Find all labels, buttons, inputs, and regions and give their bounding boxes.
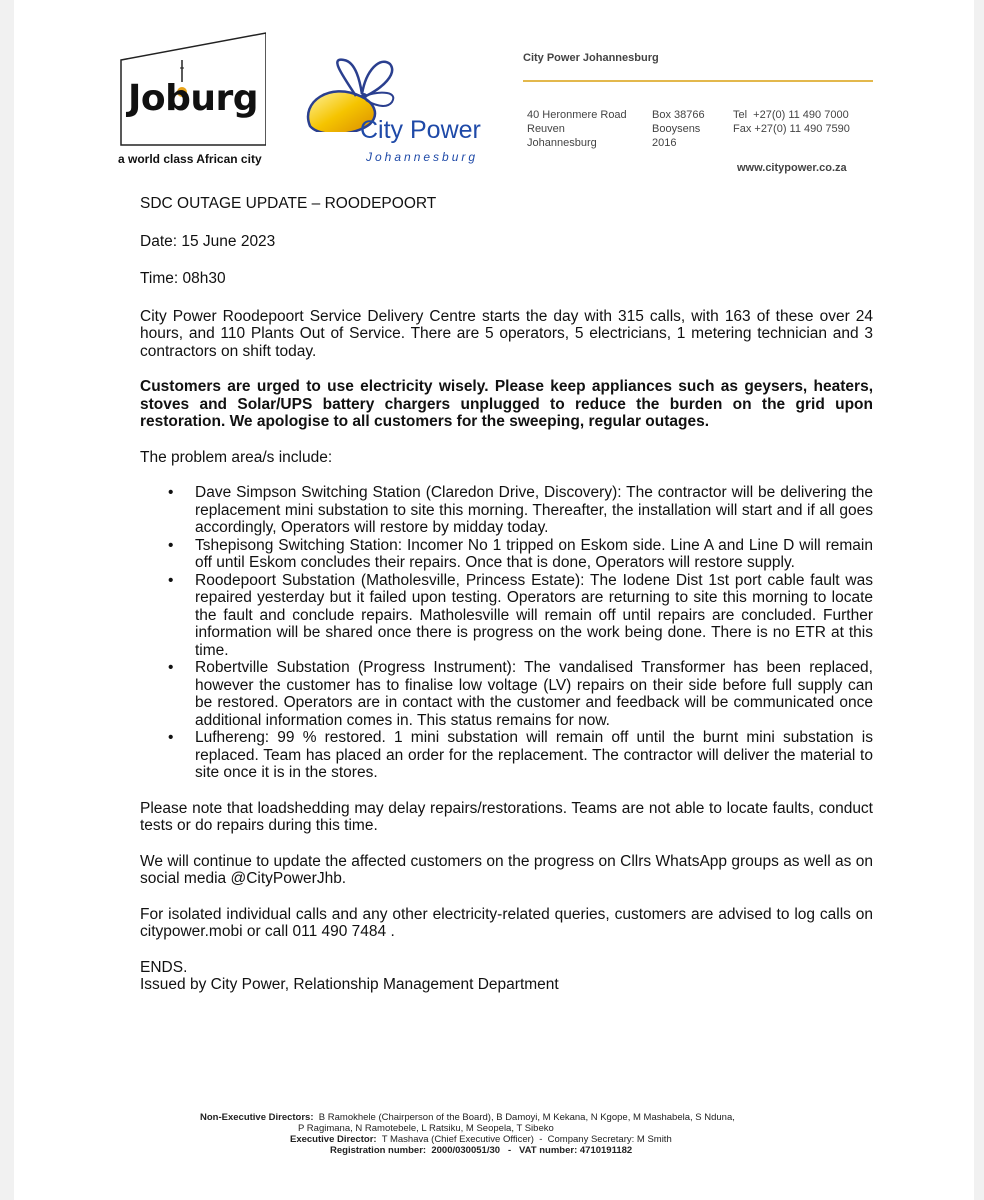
header-divider	[523, 80, 873, 82]
address-phone	[733, 108, 850, 136]
footer-ned-label: Non-Executive Directors:	[200, 1112, 314, 1123]
page-edge-left	[0, 0, 14, 1200]
joburg-logo	[120, 32, 270, 172]
ends-label: ENDS.	[140, 958, 188, 976]
address-line: 2016	[652, 137, 677, 149]
footer-executive	[200, 1134, 800, 1145]
document-title: SDC OUTAGE UPDATE – ROODEPOORT	[140, 195, 437, 212]
problem-text: Lufhereng: 99 % restored. 1 mini substation will remain off until the burnt mini substation is replaced. Team has placed an order for the replacement. The contractor will deliver the material to site once it is in the stores.	[195, 729, 873, 781]
address-line: Reuven	[527, 123, 565, 135]
problem-text: Robertville Substation (Progress Instrument): The vandalised Transformer has been replaced, however the customer has to finalise low voltage (LV) repairs on their side before full supply can be restored. Operators are in contact with the customer and feedback will be communicated once additional information comes in. This status remains for now.	[195, 659, 873, 729]
problem-text: Dave Simpson Switching Station (Claredon Drive, Discovery): The contractor will be delivering the replacement mini substation to site this morning. Thereafter, the installation will start and if all goes accordingly, Operators will restore by midday today.	[195, 484, 873, 536]
list-item	[140, 537, 873, 572]
footer-ned-line2: P Ragimana, N Ramotebele, L Ratsiku, M Seopela, T Sibeko	[298, 1123, 554, 1134]
page-edge-right	[974, 0, 984, 1200]
warning-paragraph: Customers are urged to use electricity wisely. Please keep appliances such as geysers, heaters, stoves and Solar/UPS battery chargers unplugged to reduce the burden on the grid upon restoration. We apologise to all customers for the sweeping, regular outages.	[140, 378, 873, 430]
footer-exec-label: Executive Director:	[290, 1134, 377, 1145]
loadshedding-note: Please note that loadshedding may delay repairs/restorations. Teams are not able to locate faults, conduct tests or do repairs during this time.	[140, 799, 873, 834]
problem-intro: The problem area/s include:	[140, 448, 333, 466]
bullet-icon: •	[168, 729, 174, 746]
address-line: Box 38766	[652, 109, 705, 121]
citypower-logo-city: Johannesburg	[366, 150, 479, 164]
list-item	[140, 572, 873, 660]
footer-exec-text: T Mashava (Chief Executive Officer) - Company Secretary: M Smith	[381, 1134, 672, 1145]
issued-by: Issued by City Power, Relationship Management Department	[140, 976, 559, 993]
bullet-icon: •	[168, 571, 174, 589]
citypower-logo	[300, 52, 510, 172]
address-line: Johannesburg	[527, 137, 597, 149]
company-name: City Power Johannesburg	[523, 52, 659, 64]
document-footer	[200, 1112, 800, 1156]
citypower-logo-name: City Power	[360, 116, 481, 144]
problem-list	[140, 484, 873, 782]
list-item	[140, 729, 873, 782]
intro-paragraph: City Power Roodepoort Service Delivery Centre starts the day with 315 calls, with 163 of these over 24 hours, and 110 Plants Out of Service. There are 5 operators, 5 electricians, 1 metering technician and 3 contractors on shift today.	[140, 307, 873, 360]
document-body	[140, 195, 873, 994]
footer-directors	[200, 1112, 800, 1123]
document-date: Date: 15 June 2023	[140, 232, 276, 250]
joburg-tagline: a world class African city	[118, 152, 262, 166]
phone-line: Tel +27(0) 11 490 7000	[733, 109, 849, 121]
footer-ned-line1: B Ramokhele (Chairperson of the Board), B Damoyi, M Kekana, N Kgope, M Mashabela, S Nduna,	[318, 1112, 735, 1123]
calls-note: For isolated individual calls and any other electricity-related queries, customers are advised to log calls on citypower.mobi or call 011 490 7484 .	[140, 905, 873, 940]
bullet-icon: •	[168, 536, 174, 554]
website-link[interactable]: www.citypower.co.za	[737, 162, 847, 174]
problem-text: Tshepisong Switching Station: Incomer No 1 tripped on Eskom side. Line A and Line D will remain off until Eskom concludes their repairs. Once that is done, Operators will restore supply.	[195, 536, 873, 571]
address-street	[527, 108, 627, 150]
footer-registration: Registration number: 2000/030051/30 - VAT number: 4710191182	[330, 1145, 633, 1156]
address-postal	[652, 108, 705, 150]
bullet-icon: •	[168, 484, 174, 501]
footer-directors-cont	[200, 1123, 800, 1134]
bullet-icon: •	[168, 659, 174, 676]
address-line: Booysens	[652, 123, 701, 135]
address-line: 40 Heronmere Road	[527, 109, 627, 121]
joburg-logo-text: Joburg	[127, 78, 259, 119]
list-item	[140, 659, 873, 729]
updates-note: We will continue to update the affected customers on the progress on Cllrs WhatsApp groups as well as on social media @CityPowerJhb.	[140, 852, 873, 887]
fax-line: Fax +27(0) 11 490 7590	[733, 123, 850, 135]
problem-text: Roodepoort Substation (Matholesville, Princess Estate): The Iodene Dist 1st port cable fault was repaired yesterday but it failed upon testing. Operators are returning to site this morning to locate the fault and conclude repairs. Matholesville will remain off until repairs are concluded. Further information will be shared once there is progress on the work being done. There is no ETR at this time.	[195, 571, 873, 659]
list-item	[140, 484, 873, 537]
document-time: Time: 08h30	[140, 270, 226, 287]
